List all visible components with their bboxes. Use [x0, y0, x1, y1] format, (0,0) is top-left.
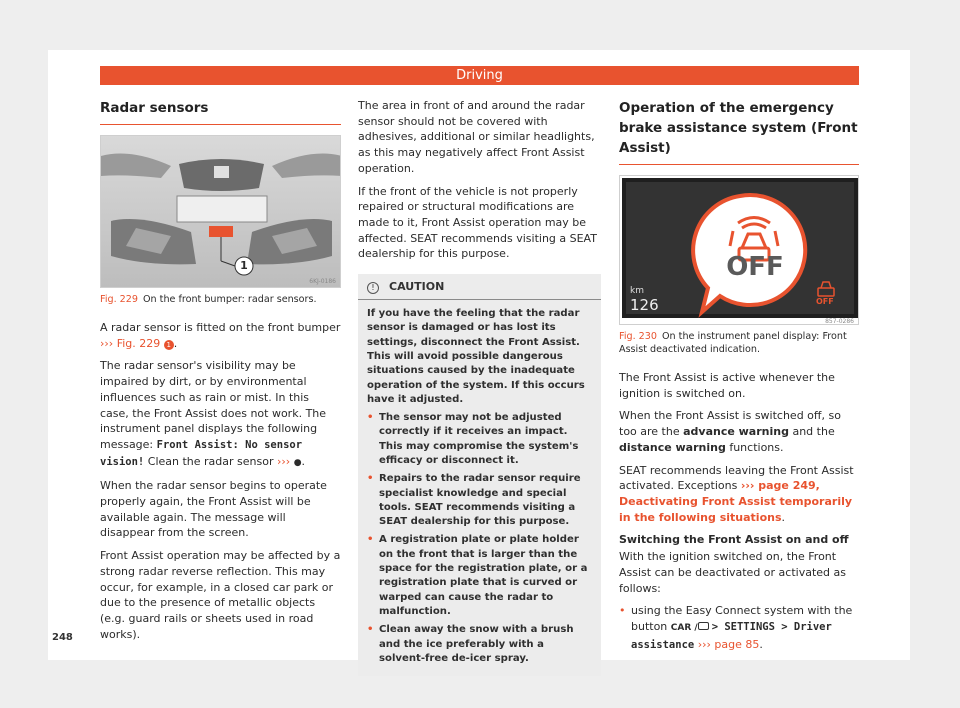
bold-term: distance warning	[619, 440, 726, 454]
figure-label: Fig. 229	[100, 294, 138, 305]
figure-caption	[619, 330, 859, 356]
paragraph: If the front of the vehicle is not properly repaired or structural modifications are made to it, Front Assist operation may be affected. SEAT recommends visiting a SEAT dealership for this purpose.	[358, 184, 597, 261]
column-front-assist	[619, 98, 859, 661]
column-middle	[358, 98, 601, 676]
caution-mark-icon: ●	[293, 457, 302, 468]
paragraph	[100, 358, 341, 471]
paragraph	[619, 408, 859, 455]
text: .	[173, 336, 178, 350]
caution-box	[358, 274, 601, 676]
caution-reference-link[interactable]: ›››	[276, 454, 291, 468]
caution-header	[358, 274, 601, 300]
text: .	[781, 510, 786, 524]
text: and the	[788, 425, 835, 439]
paragraph: Front Assist operation may be affected by a strong radar reverse reflection. This may occur, for example, in a closed car park or due to the presence of metallic objects (e.g. guard rails or sheets used in road works).	[100, 549, 341, 641]
paragraph: The Front Assist is active whenever the ignition is switched on.	[619, 371, 835, 400]
car-button-label: CAR /	[670, 623, 698, 634]
caution-icon: !	[367, 282, 379, 294]
bold-term: advance warning	[683, 425, 789, 439]
page-reference-link[interactable]: ››› page 249, Deactivating Front Assist temporarily in the following situations	[619, 479, 853, 524]
caution-item: • A registration plate or plate holder on the front that is larger than the space for the registration plate, or a registration plate that is curved or warped can cause the radar to malfunction.	[367, 533, 592, 619]
paragraph	[100, 320, 341, 351]
figure-caption-text: On the front bumper: radar sensors.	[143, 294, 317, 305]
caution-body	[358, 300, 601, 676]
off-indicator-text: OFF	[726, 252, 784, 282]
text: SEAT recommends leaving the Front Assist activated. Exceptions	[619, 463, 854, 493]
paragraph: With the ignition switched on, the Front Assist can be deactivated or activated as follows:	[619, 550, 846, 595]
odometer-unit: km	[630, 286, 644, 296]
display-message: Front Assist: No sensor vision!	[100, 438, 303, 468]
list-item	[619, 603, 859, 653]
text: The radar sensor's visibility may be impaired by dirt, or by environmental influences such as rain or mist. In this case, the Front Assist does not work. The instrument panel displays the following message:	[100, 359, 327, 451]
text: Clean the radar sensor	[144, 454, 277, 468]
caution-title: CAUTION	[389, 280, 445, 294]
section-title-front-assist: Operation of the emergency brake assistance system (Front Assist)	[619, 98, 859, 165]
text: A radar sensor is fitted on the front bumper	[100, 321, 341, 334]
paragraph	[619, 463, 859, 526]
caution-intro: If you have the feeling that the radar sensor is damaged or has lost its settings, disconnect the Front Assist. This will avoid possible dangerous situations caused by the inadequate operation of the system. If this occurs have it adjusted.	[367, 308, 585, 405]
figure-reference-link[interactable]: ››› Fig. 229	[100, 336, 164, 350]
figure-label: Fig. 230	[619, 331, 657, 342]
text: .	[301, 454, 306, 468]
figure-code: 857-0286	[825, 318, 854, 325]
caution-item: • The sensor may not be adjusted correctly if it receives an impact. This may compromise the system's efficacy or disconnect it.	[367, 411, 592, 468]
paragraph: When the radar sensor begins to operate properly again, the Front Assist will be available again. The message will disappear from the screen.	[100, 479, 327, 540]
figure-callout-number: 1	[240, 259, 248, 272]
text: using the Easy Connect system with the button	[631, 604, 853, 634]
column-radar-sensors	[100, 98, 341, 649]
page-reference-link[interactable]: ››› page 85	[694, 637, 760, 651]
page-number: 248	[52, 632, 73, 643]
paragraph: The area in front of and around the radar sensor should not be covered with adhesives, additional or similar headlights, as this may negatively affect Front Assist operation.	[358, 99, 595, 175]
chapter-header: Driving	[100, 66, 859, 85]
section-title-radar-sensors: Radar sensors	[100, 98, 341, 125]
subsection-title: Switching the Front Assist on and off	[619, 533, 849, 547]
manual-page	[48, 50, 910, 664]
front-bumper-illustration	[101, 136, 341, 287]
figure-caption	[100, 293, 341, 306]
car-menu-icon	[698, 622, 709, 630]
menu-path: > SETTINGS > Driver assistance	[631, 621, 832, 651]
text: .	[759, 637, 763, 651]
caution-item: • Repairs to the radar sensor require specialist knowledge and special tools. SEAT recommends visiting a SEAT dealership for this purpose.	[367, 472, 592, 529]
figure-code: 6KJ-0186	[309, 278, 336, 285]
text: functions.	[725, 440, 784, 454]
figure-front-bumper	[100, 135, 341, 288]
caution-item: • Clean away the snow with a brush and the ice preferably with a solvent-free de-icer spray.	[367, 623, 592, 666]
figure-caption-text: On the instrument panel display: Front Assist deactivated indication.	[619, 331, 847, 355]
callout-reference: 1	[164, 340, 174, 350]
odometer-value: 126	[630, 296, 659, 314]
figure-instrument-panel	[619, 175, 859, 325]
small-off-text: OFF	[816, 297, 834, 306]
text: When the Front Assist is switched off, so too are the	[619, 409, 841, 439]
